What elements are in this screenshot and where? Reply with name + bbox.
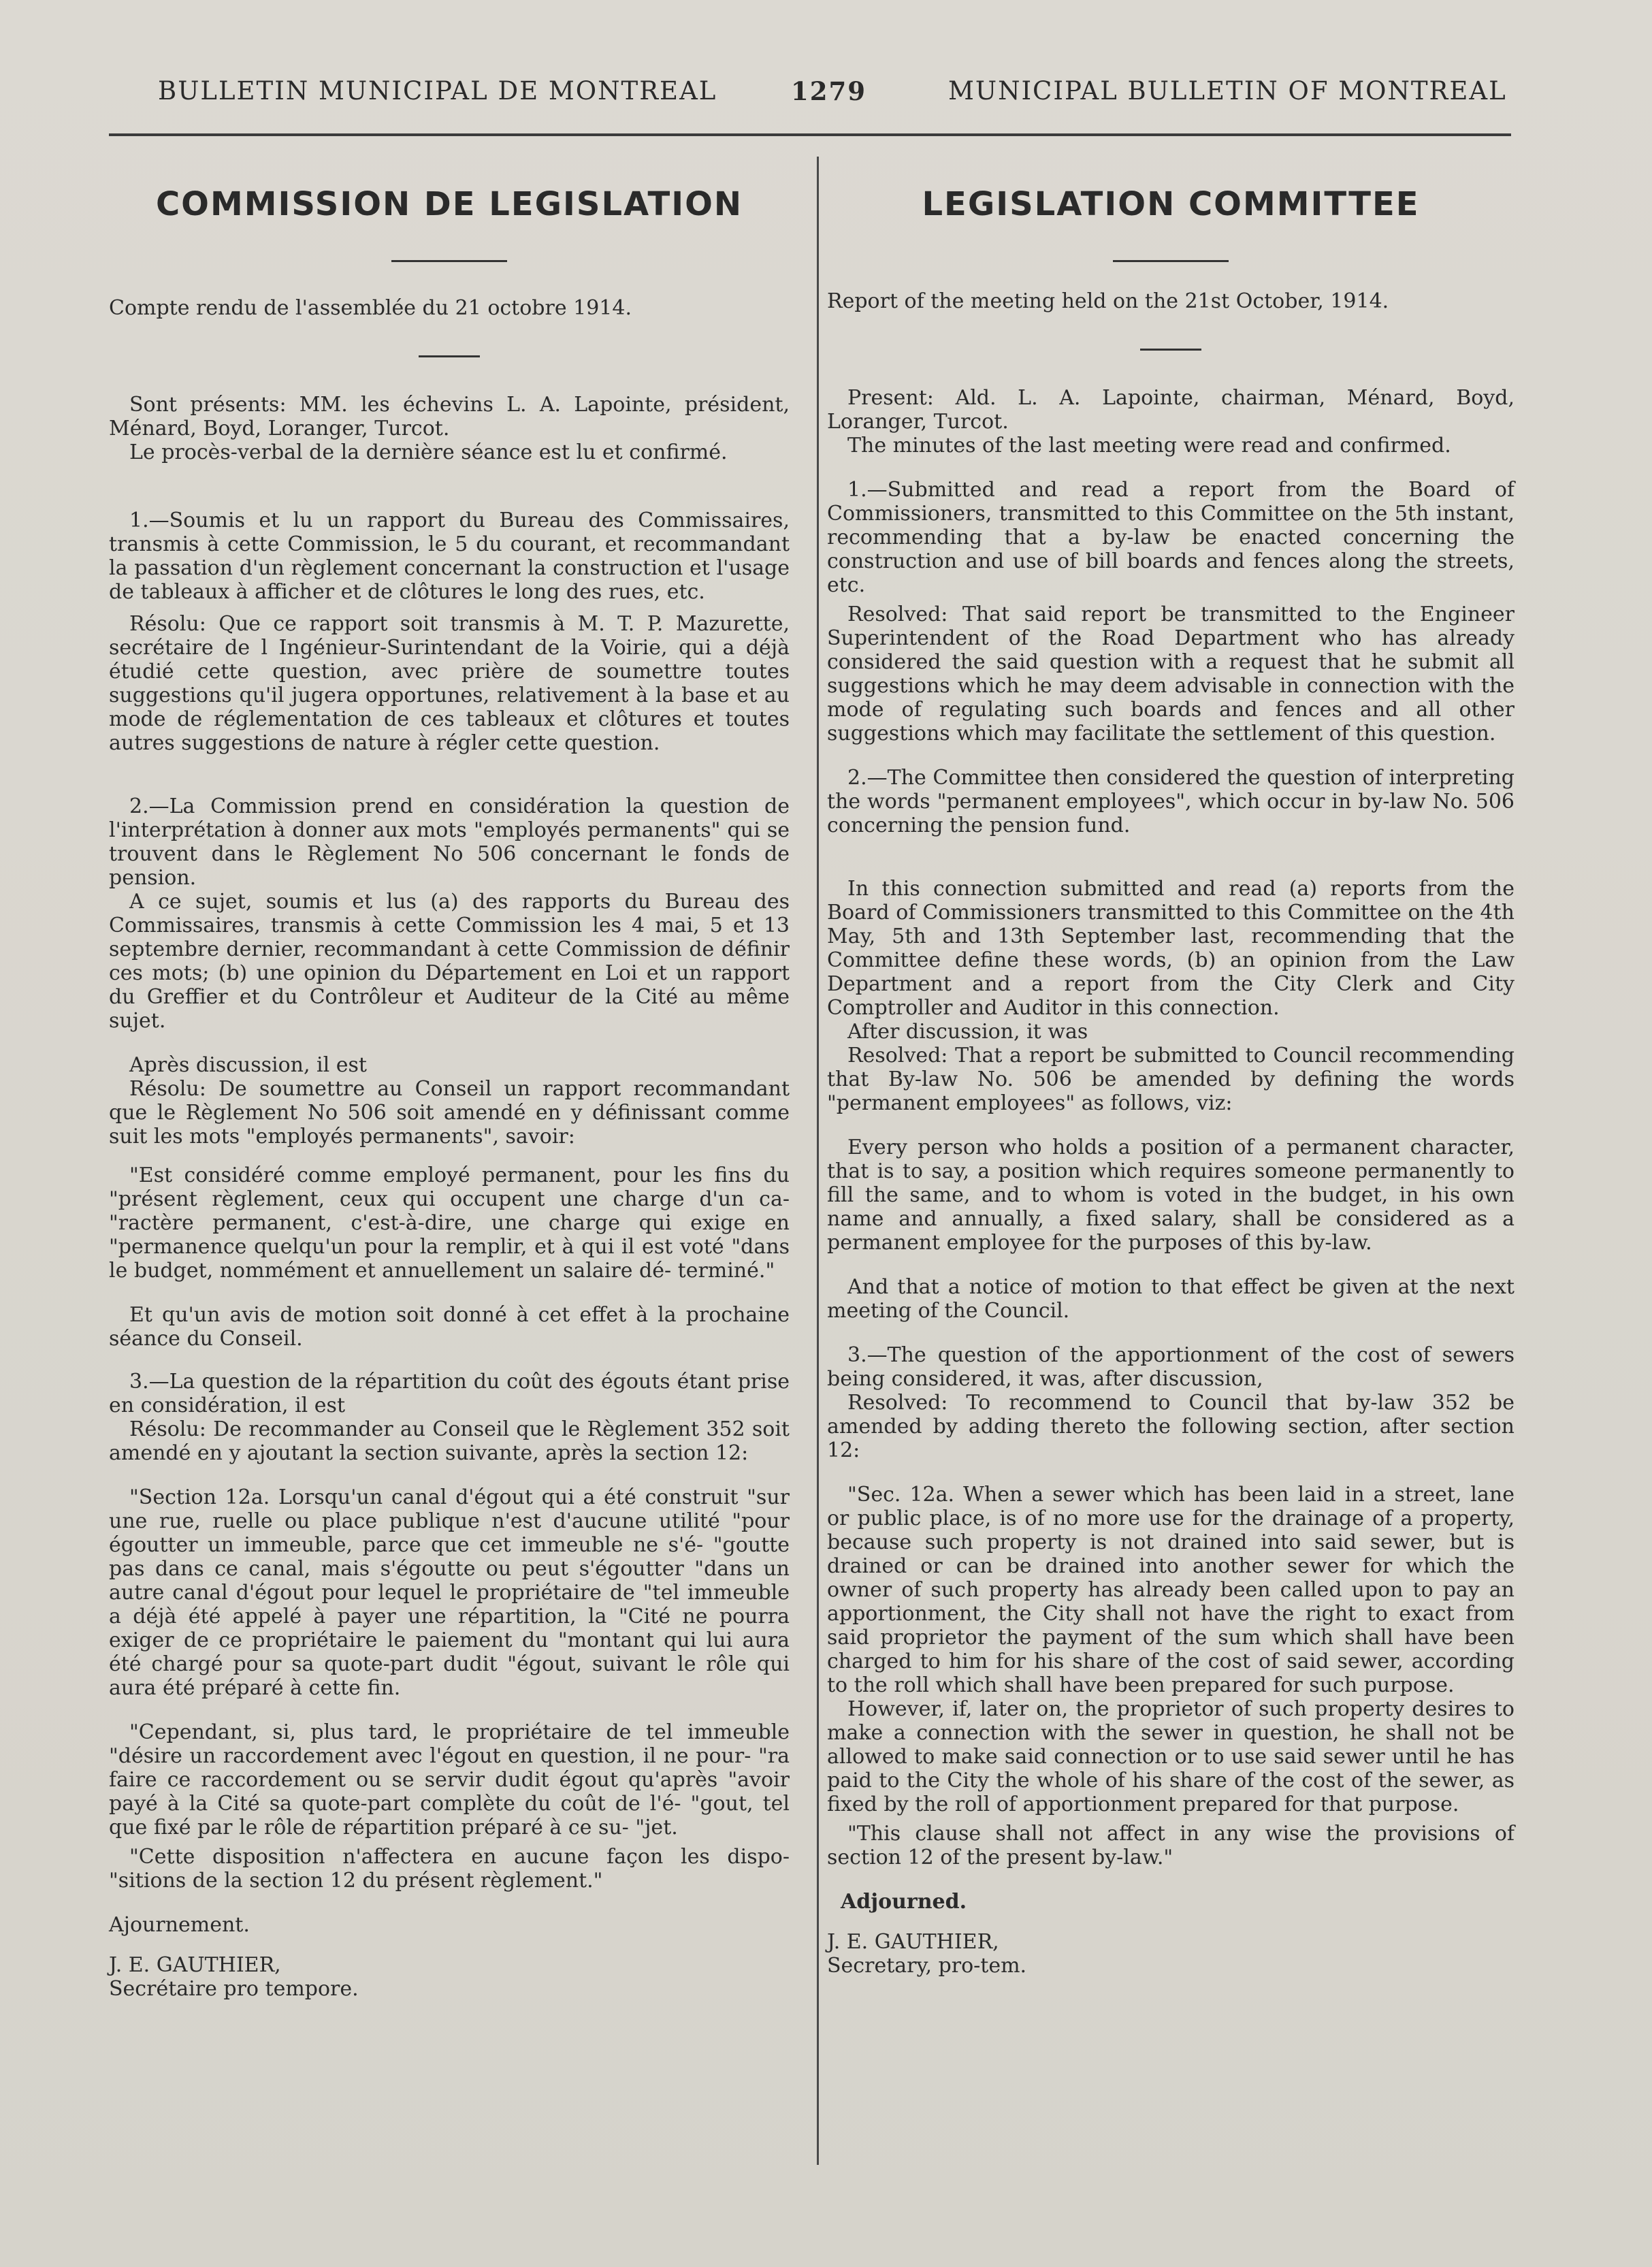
english-subtitle: Report of the meeting held on the 21st October, 1914.	[827, 289, 1389, 313]
french-present: Sont présents: MM. les échevins L. A. Lapointe, président, Ménard, Boyd, Loranger, Turcot.	[109, 393, 790, 440]
english-item-3-resolved: Resolved: To recommend to Council that by-law 352 be amended by adding thereto the following section, after section 12:	[827, 1391, 1515, 1462]
english-signature-title: Secretary, pro-tem.	[827, 1954, 1027, 1978]
french-item-3-quote-1: "Section 12a. Lorsqu'un canal d'égout qui a été construit "sur une rue, ruelle ou place publique n'est d'aucune utilité "pour égoutter un immeuble, parce que cet immeuble ne s'é- "goutte pas dans ce canal, mais s'égoutte ou peut s'égoutter "dans un autre canal d'égout pour lequel le propriétaire de "tel immeuble a déjà été appelé à payer une répartition, la "Cité ne pourra exiger de ce propriétaire le paiement du "montant qui lui aura été chargé pour sa quote-part dudit "égout, suivant le rôle qui aura été préparé à cette fin.	[109, 1485, 790, 1700]
page-number: 1279	[791, 76, 867, 106]
subtitle-rule	[1140, 349, 1201, 351]
english-minutes: The minutes of the last meeting were read and confirmed.	[847, 434, 1451, 457]
french-item-3: 3.—La question de la répartition du coût des égouts étant prise en considération, il est	[109, 1370, 790, 1417]
english-present: Present: Ald. L. A. Lapointe, chairman, Ménard, Boyd, Loranger, Turcot.	[827, 386, 1515, 434]
english-item-2-quote: Every person who holds a position of a permanent character, that is to say, a position which requires someone permanently to fill the same, and to whom is voted in the budget, in his own name and annually, a fixed salary, shall be considered as a permanent employee for the purposes of this by-law.	[827, 1136, 1515, 1255]
french-item-2-discussion: Après discussion, il est	[129, 1053, 367, 1077]
french-item-1-resolved: Résolu: Que ce rapport soit transmis à M. T. P. Mazurette, secrétaire de l Ingénieur-Surintendant de la Voirie, qui a déjà étudié cette question, avec prière de soumettre toutes suggestions qu'il jugera opportunes, relativement à la base et au mode de réglementation de ces tableaux et clôtures et toutes autres suggestions de nature à régler cette question.	[109, 612, 790, 755]
french-signature-name: J. E. GAUTHIER,	[109, 1953, 281, 1977]
french-item-3-quote-3: "Cette disposition n'affectera en aucune façon les dispo- "sitions de la section 12 du présent règlement."	[109, 1845, 790, 1893]
english-item-2: 2.—The Committee then considered the question of interpreting the words "permanent employees", which occur in by-law No. 506 concerning the pension fund.	[827, 766, 1515, 837]
column-divider	[817, 157, 819, 2165]
french-item-2: 2.—La Commission prend en considération la question de l'interprétation à donner aux mots "employés permanents" qui se trouvent dans le Règlement No 506 concernant le fonds de pension.	[109, 794, 790, 890]
english-item-1-resolved: Resolved: That said report be transmitted to the Engineer Superintendent of the Road Department who has already considered the said question with a request that he submit all suggestions which he may deem advisable in connection with the mode of regulating such boards and fences and all other suggestions which may facilitate the settlement of this question.	[827, 602, 1515, 745]
french-heading: COMMISSION DE LEGISLATION	[155, 185, 743, 223]
english-item-2-resolved: Resolved: That a report be submitted to Council recommending that By-law No. 506 be amended by defining the words "permanent employees" as follows, viz:	[827, 1044, 1515, 1115]
english-signature-name: J. E. GAUTHIER,	[827, 1930, 999, 1954]
title-rule	[391, 260, 507, 262]
french-item-2-notice: Et qu'un avis de motion soit donné à cet effet à la prochaine séance du Conseil.	[109, 1303, 790, 1351]
header-english-title: MUNICIPAL BULLETIN OF MONTREAL	[948, 76, 1507, 106]
english-item-2-reports: In this connection submitted and read (a) reports from the Board of Commissioners transmitted to this Committee on the 4th May, 5th and 13th September last, recommending that the Committee define these words, (b) an opinion from the Law Department and a report from the City Clerk and City Comptroller and Auditor in this connection.	[827, 877, 1515, 1020]
header-rule	[109, 133, 1511, 136]
title-rule	[1113, 260, 1229, 262]
page-header	[0, 76, 1652, 117]
subtitle-rule	[419, 355, 480, 357]
french-item-1: 1.—Soumis et lu un rapport du Bureau des Commissaires, transmis à cette Commission, le 5 du courant, et recommandant la passation d'un règlement concernant la construction et l'usage de tableaux à afficher et de clôtures le long des rues, etc.	[109, 509, 790, 604]
french-signature-title: Secrétaire pro tempore.	[109, 1977, 359, 2001]
french-adjourned: Ajournement.	[109, 1913, 250, 1937]
french-column	[109, 170, 790, 2001]
english-item-2-discussion: After discussion, it was	[847, 1020, 1088, 1044]
french-item-2-resolved: Résolu: De soumettre au Conseil un rapport recommandant que le Règlement No 506 soit amendé en y définissant comme suit les mots "employés permanents", savoir:	[109, 1077, 790, 1148]
english-heading: LEGISLATION COMMITTEE	[922, 185, 1420, 223]
english-item-3-quote-2: However, if, later on, the proprietor of such property desires to make a connection with the sewer in question, he shall not be allowed to make said connection or to use said sewer until he has paid to the City the whole of his share of the cost of the sewer, as fixed by the roll of apportionment prepared for that purpose.	[827, 1697, 1515, 1816]
french-item-2-reports: A ce sujet, soumis et lus (a) des rapports du Bureau des Commissaires, transmis à cette Commission les 4 mai, 5 et 13 septembre dernier, recommandant à cette Commission de définir ces mots; (b) une opinion du Département en Loi et un rapport du Greffier et du Contrôleur et Auditeur de la Cité au même sujet.	[109, 890, 790, 1033]
english-item-2-notice: And that a notice of motion to that effect be given at the next meeting of the Council.	[827, 1275, 1515, 1323]
header-french-title: BULLETIN MUNICIPAL DE MONTREAL	[158, 76, 717, 106]
french-item-3-resolved: Résolu: De recommander au Conseil que le Règlement 352 soit amendé en y ajoutant la section suivante, après la section 12:	[109, 1417, 790, 1465]
french-subtitle: Compte rendu de l'assemblée du 21 octobre 1914.	[109, 296, 632, 320]
english-item-1: 1.—Submitted and read a report from the Board of Commissioners, transmitted to this Committee on the 5th instant, recommending that a by-law be enacted concerning the construction and use of bill boards and fences along the streets, etc.	[827, 478, 1515, 597]
english-adjourned: Adjourned.	[841, 1890, 967, 1914]
french-item-3-quote-2: "Cependant, si, plus tard, le propriétaire de tel immeuble "désire un raccordement avec l'égout en question, il ne pour- "ra faire ce raccordement ou se servir dudit égout qu'après "avoir payé à la Cité sa quote-part complète du coût de l'é- "gout, tel que fixé par le rôle de répartition préparé à ce su- "jet.	[109, 1720, 790, 1839]
english-item-3: 3.—The question of the apportionment of the cost of sewers being considered, it was, after discussion,	[827, 1343, 1515, 1391]
english-item-3-quote-1: "Sec. 12a. When a sewer which has been laid in a street, lane or public place, is of no more use for the drainage of a property, because such property is not drained into said sewer, but is drained or can be drained into another sewer for which the owner of such property has already been called upon to pay an apportionment, the City shall not have the right to exact from said proprietor the payment of the sum which shall have been charged to him for his share of the cost of said sewer, according to the roll which shall have been prepared for such purpose.	[827, 1483, 1515, 1697]
french-minutes: Le procès-verbal de la dernière séance est lu et confirmé.	[129, 440, 728, 464]
english-item-3-quote-3: "This clause shall not affect in any wise the provisions of section 12 of the present by-law."	[827, 1822, 1515, 1869]
french-item-2-quote: "Est considéré comme employé permanent, pour les fins du "présent règlement, ceux qui occupent une charge d'un ca- "ractère permanent, c'est-à-dire, une charge qui exige en "permanence quelqu'un pour la remplir, et à qui il est voté "dans le budget, nommément et annuellement un salaire dé- terminé."	[109, 1163, 790, 1283]
english-column	[827, 170, 1515, 1978]
